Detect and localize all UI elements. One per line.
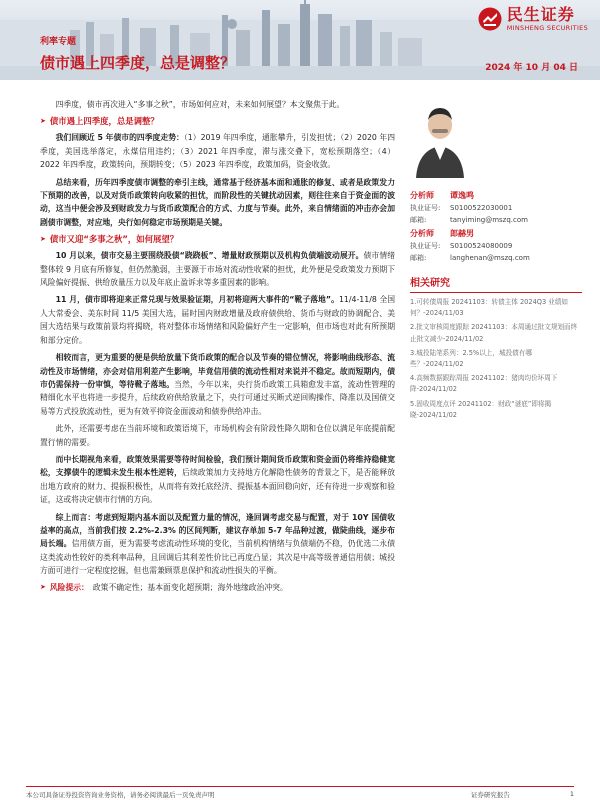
report-body — [40, 98, 395, 593]
brand — [478, 6, 588, 32]
arrow-bullet-icon: ➤ — [40, 235, 46, 244]
page-footer — [26, 786, 574, 799]
paragraph-review: 我们回顾近 5 年债市的四季度走势：（1）2019 年四季度，通胀攀升，引发担忧；（2）2020 年四季度，美国选举落定，永煤信用违约；（3）2021 年四季度，滞与涨交叠下，宽松预期落空；（4）2022 年四季度，政策转向，预期转变；（5）2023 年四季度，政策加码，资金收敛。 — [40, 133, 395, 170]
page-number: 1 — [569, 790, 574, 798]
related-research-link[interactable]: 4.高频数据跟踪周报 20241102：猪肉均价环周下降-2024/11/02 — [410, 374, 558, 394]
related-research-link[interactable]: 3.城投陆笔系列：2.5%以上，城投债有哪些？-2024/11/02 — [410, 348, 532, 369]
paragraph-conclusion: 综上而言：考虑到短期内基本面以及配置力量的情况，逢回调考虑交易与配置，对于 10Y 国债收益率的高点，当前我们按 2.2%-2.3% 的区间判断，建议存单加 5-7 年品种过渡，做陡曲线，逐步布局长端。信用债方面，更为需要考虑流动性环境的变化，当前机构情绪与负债端仍不稳，仍优选二永债这类流动性较好的类利率品种，且回调后其利差性价比已再度凸显；其次是中高等级普通信用债；城投方面可进行一定程度挖掘，但也需兼顾票息保护和流动性损失的平衡。 — [40, 512, 396, 576]
risk-label: 风险提示： — [49, 582, 89, 592]
report-type-label: 证券研究报告 — [470, 791, 510, 799]
section-heading-2 — [40, 233, 395, 245]
brand-name-cn: 民生证券 — [506, 5, 575, 24]
analyst-role: 分析师 — [410, 191, 434, 200]
related-research-list — [410, 297, 582, 421]
page-header — [0, 0, 600, 80]
analyst-role: 分析师 — [410, 229, 434, 238]
paragraph-long-term: 而中长期视角来看，政策效果需要等待时间检验，我们预计期间货币政策和资金面仍将维持稳健宽松，支撑债牛的逻辑未发生根本性逆转，后续政策加力支持地方化解隐性债务的背景之下，是否能释放出地方政府的财力、提振积极性，从而将有效托底经济、提振基本面回稳向好，还有待进一步观察和验证，这或将决定债市行情的方向。 — [40, 454, 396, 505]
related-research-link[interactable]: 2.批文审核周度跟踪 20241103：本周通过批文规划而终止批文减少-2024/11/02 — [410, 323, 578, 343]
related-research-link[interactable]: 5.固收周度点评 20241102：财政“谜底”即将揭晓-2024/11/02 — [410, 399, 552, 419]
analyst-name: 谭逸鸣 — [450, 191, 474, 200]
related-research-heading: 相关研究 — [410, 274, 582, 293]
related-research-link[interactable]: 1.可转债周报 20241103：转债主体 2024Q3 业绩如何？-2024/11/03 — [410, 298, 569, 318]
email-label: 邮箱: — [410, 254, 427, 262]
analyst-photo — [410, 98, 470, 178]
minsheng-logo-icon — [478, 7, 502, 31]
paragraph-comparison: 相较而言，更为重要的便是供给放量下货币政策的配合以及节奏的错位情况，将影响曲线形态、流动性及市场情绪，亦会对信用利差产生影响，毕竟信用债的流动性相对来说并不稳定。故而短期内，债市仍需保持一份审慎，等待靴子落地。当然，今年以来，央行货币政策工具箱愈发丰富，流动性管理的精细化水平也将进一步提升，后续政府供给放量之下，央行可通过买断式逆回购操作、降准以及国债交易等方式投放流动性，更为有效平抑资金面波动和债券供给冲击。 — [40, 353, 396, 416]
cert-number: S0100522030001 — [450, 204, 513, 212]
email-address[interactable]: tanyiming@mszq.com — [450, 216, 528, 224]
email-label: 邮箱: — [410, 216, 427, 224]
paragraph-october: 10 月以来，债市交易主要围绕股债“跷跷板”、增量财政预期以及机构负债端波动展开。债市情绪整体较 9 月底有所修复，但仍然脆弱，主要源于市场对流动性收紧的担忧，此外便是受政策发力预期下风险偏好提振、供给放量压力以及年底止盈诉求等多重因素的影响。 — [40, 251, 395, 288]
paragraph-additional: 此外，还需要考虑在当前环境和政策语境下，市场机构会有阶段性降久期和仓位以满足年底提前配置行情的需要。 — [40, 424, 395, 447]
report-title: 债市遇上四季度，总是调整？ — [40, 54, 236, 72]
cert-number: S0100524080009 — [450, 242, 513, 250]
analyst-name: 郎赫男 — [450, 229, 474, 238]
arrow-bullet-icon: ➤ — [40, 583, 46, 592]
analyst-card — [410, 228, 582, 264]
arrow-bullet-icon: ➤ — [40, 117, 46, 126]
section-heading-2-text: 债市又迎“多事之秋”，如何展望？ — [49, 234, 179, 245]
paragraph-november: 11 月，债市即将迎来正常兑现与效果验证期，月初将迎两大事件的“靴子落地”。11/4-11/8 全国人大常委会、美东时间 11/5 美国大选，届时国内财政增量及政府债供给、货币与财政的协调配合、美国大选结果与政策前景均将揭晓，将对整体市场情绪和风险偏好产生一定影响，但市场也对此有所预期和部分定价。 — [40, 295, 395, 345]
section-heading-1-text: 债市遇上四季度，总是调整？ — [49, 116, 159, 127]
email-address[interactable]: langhenan@mszq.com — [450, 254, 530, 262]
intro-paragraph: 四季度，债市再次进入“多事之秋”，市场如何应对，未来如何展望？本文聚焦于此。 — [55, 100, 345, 109]
report-date: 2024 年 10 月 04 日 — [485, 63, 578, 73]
analyst-card — [410, 190, 582, 226]
cert-label: 执业证号: — [410, 242, 441, 250]
report-category: 利率专题 — [40, 37, 77, 47]
risk-warning — [40, 582, 395, 593]
cert-label: 执业证号: — [410, 204, 441, 212]
section-heading-1 — [40, 115, 395, 127]
risk-text: 政策不确定性；基本面变化超预期；海外地缘政治冲突。 — [92, 582, 288, 592]
sidebar — [410, 98, 582, 424]
paragraph-summary: 总结来看，历年四季度债市调整的牵引主线，通常基于经济基本面和通胀的修复、或者是政策发力下预期的改善，以及对货币政策转向收紧的担忧，而阶段性的关键扰动因素，则往往来自于资金面的波动，这当中便会涉及到财政发力与货币政策配合的方式、力度与节奏。此外，来自情绪面的冲击亦会加剧债市调整，对应地，央行如何稳定市场预期是关键。 — [40, 177, 395, 227]
disclaimer-note: 本公司具备证券投资咨询业务资格，请务必阅读最后一页免责声明 — [26, 791, 215, 799]
brand-name-en: MINSHENG SECURITIES — [506, 24, 588, 32]
